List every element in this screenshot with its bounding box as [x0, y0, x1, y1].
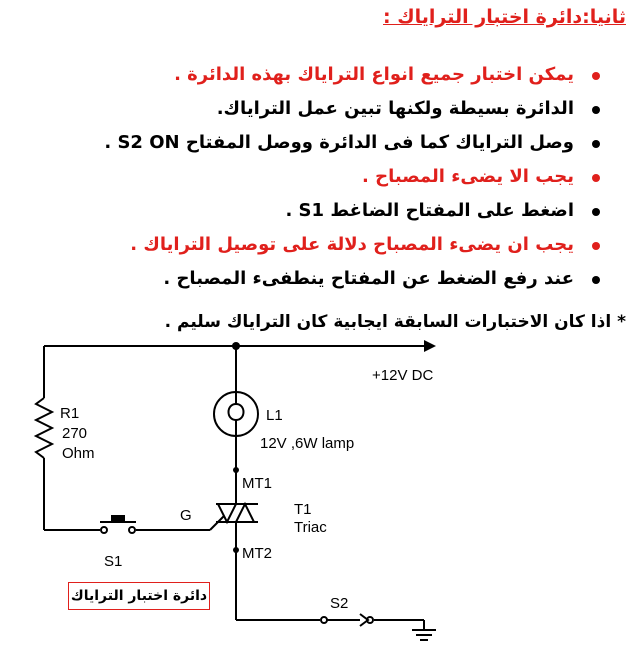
r1-name-label: R1	[60, 405, 80, 422]
s2-label: S2	[330, 595, 349, 612]
circuit-caption: دائرة اختبار التراياك	[68, 582, 210, 610]
lamp-spec-label: 12V ,6W lamp	[260, 435, 355, 452]
s1-pushbutton-icon	[100, 516, 136, 533]
bullet-text: اضغط على المفتاح الضاغط S1 .	[285, 200, 574, 221]
supply-label: +12V DC	[372, 367, 434, 384]
triac-name-label: T1	[294, 501, 312, 518]
mt2-label: MT2	[242, 545, 272, 562]
triac-type-label: Triac	[294, 519, 327, 536]
supply-arrow-icon	[424, 340, 436, 352]
ground-icon	[412, 630, 436, 640]
mt2-dot	[233, 547, 239, 553]
r1-unit-label: Ohm	[62, 445, 95, 462]
bullet-text: يجب الا يضىء المصباح .	[362, 166, 574, 187]
section-title: ثانيا:دائرة اختبار التراياك :	[383, 6, 626, 28]
test-note: * اذا كان الاختبارات السابقة ايجابية كان التراياك سليم .	[164, 312, 626, 332]
r1-value-label: 270	[62, 425, 88, 442]
bullet-text: عند رفع الضغط عن المفتاح ينطفىء المصباح .	[163, 268, 574, 289]
mt1-dot	[233, 467, 239, 473]
s2-switch-icon	[321, 614, 373, 626]
gate-label: G	[180, 507, 192, 524]
bullet-text: يمكن اختبار جميع انواع التراياك بهذه الدائرة .	[174, 64, 574, 85]
mt1-label: MT1	[242, 475, 272, 492]
triac-symbol-icon	[216, 504, 258, 522]
r1-resistor	[36, 398, 52, 458]
bullet-text: يجب ان يضىء المصباح دلالة على توصيل التراياك .	[130, 234, 574, 255]
s1-label: S1	[104, 553, 123, 570]
junction-dot	[232, 342, 240, 350]
lamp-name-label: L1	[266, 407, 283, 424]
bullet-text: وصل التراياك كما فى الدائرة ووصل المفتاح S2 ON .	[104, 132, 574, 153]
bullet-text: الدائرة بسيطة ولكنها تبين عمل التراياك.	[216, 98, 574, 119]
